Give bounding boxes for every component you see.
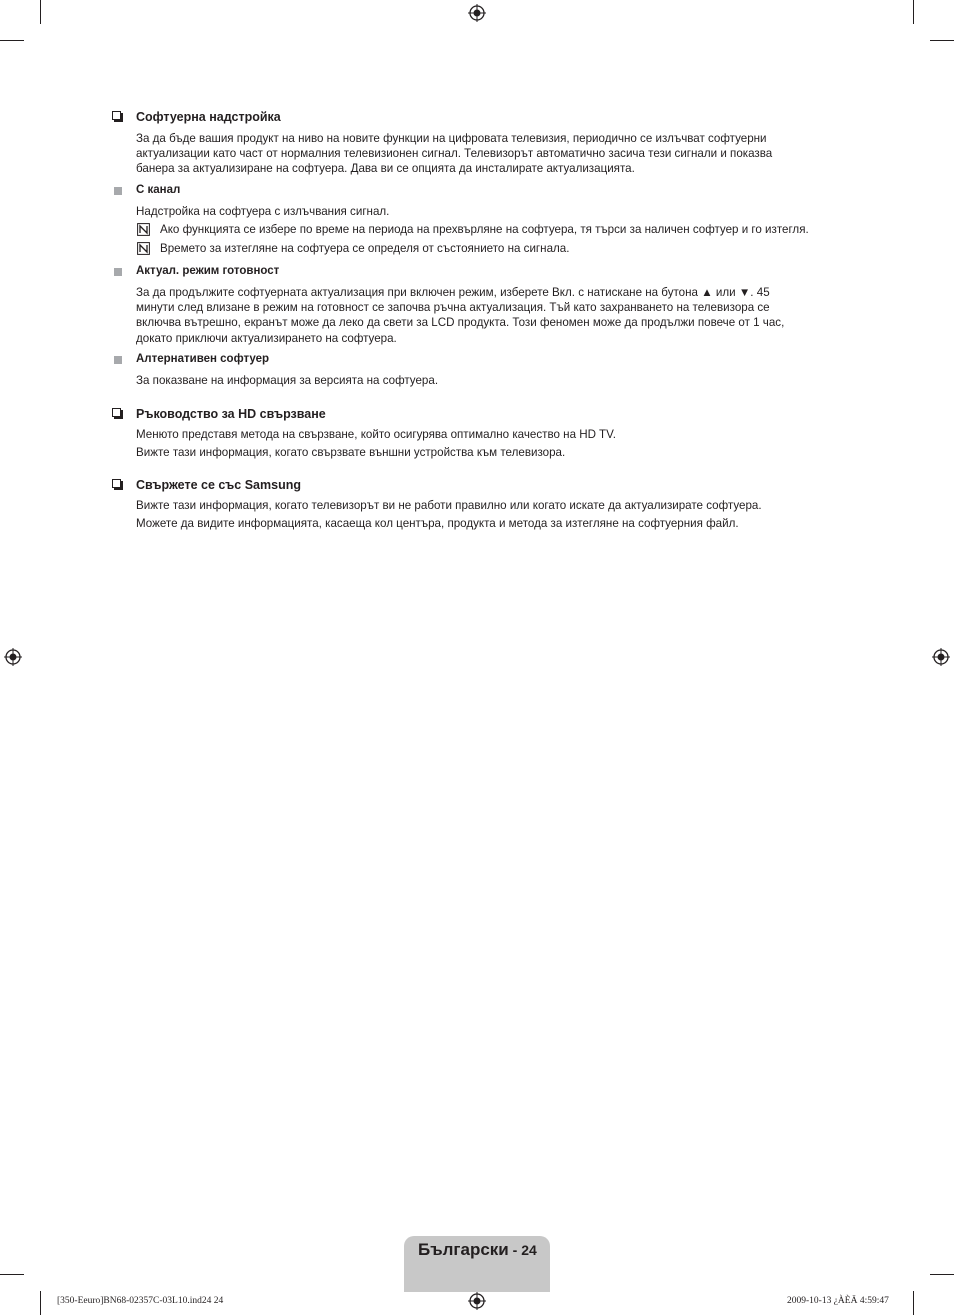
crop-mark <box>40 0 41 24</box>
note-icon <box>137 242 150 255</box>
section-body-line: банера за актуализиране на софтуера. Дава ви се опцията да инсталирате актуализацията. <box>136 162 635 175</box>
crop-mark <box>913 1291 914 1315</box>
registration-mark-icon <box>468 1292 486 1310</box>
page-number-label <box>418 1240 537 1260</box>
section-title: Ръководство за HD свързване <box>136 407 326 421</box>
subsection-body-line: Надстройка на софтуера с излъчвания сигнал. <box>136 205 390 218</box>
checkbox-bullet-icon <box>112 479 121 488</box>
language-label: Български <box>418 1240 509 1259</box>
section-body-line: актуализации като част от нормалния телевизионен сигнал. Телевизорът автоматично засича тези сигнали и показва <box>136 147 773 160</box>
page-number: - 24 <box>508 1242 537 1258</box>
subsection-body-line: включва вътрешно, екранът може да леко да свети за LCD продукта. Този феномен може да продължи повече от 1 час, <box>136 316 785 329</box>
section-title: Софтуерна надстройка <box>136 110 281 124</box>
subsection-title: Алтернативен софтуер <box>136 353 270 365</box>
section-body-line: Вижте тази информация, когато свързвате външни устройства към телевизора. <box>136 446 566 459</box>
registration-mark-icon <box>932 648 950 666</box>
registration-mark-icon <box>468 4 486 22</box>
crop-mark <box>0 1274 24 1275</box>
crop-mark <box>930 1274 954 1275</box>
section-body-line: Можете да видите информацията, касаеща кол центъра, продукта и метода за изтегляне на софтуерния файл. <box>136 517 739 530</box>
square-bullet-icon <box>114 356 122 364</box>
subsection-body-line: За да продължите софтуерната актуализация при включен режим, изберете Вкл. с натискане на бутона ▲ или ▼. 45 <box>136 286 770 299</box>
note-icon <box>137 223 150 236</box>
section-body-line: За да бъде вашия продукт на ниво на новите функции на цифровата телевизия, периодично се излъчват софтуерни <box>136 132 767 145</box>
crop-mark <box>0 40 24 41</box>
subsection-title: Актуал. режим готовност <box>136 265 280 277</box>
section-body-line: Менюто представя метода на свързване, който осигурява оптимално качество на HD TV. <box>136 428 616 441</box>
subsection-body-line: докато приключи актуализирането на софтуера. <box>136 332 397 345</box>
crop-mark <box>930 40 954 41</box>
square-bullet-icon <box>114 268 122 276</box>
print-slug-right: 2009-10-13 ¿ÀÈÄ 4:59:47 <box>787 1296 889 1306</box>
subsection-body-line: минути след влизане в режим на готовност се започва ръчна актуализация. Тъй като захранването на телевизора се <box>136 301 770 314</box>
registration-mark-icon <box>4 648 22 666</box>
checkbox-bullet-icon <box>112 408 121 417</box>
section-body-line: Вижте тази информация, когато телевизорът ви не работи правилно или когато искате да актуализирате софтуера. <box>136 499 762 512</box>
subsection-title: С канал <box>136 184 181 196</box>
note-text: Ако функцията се избере по време на периода на прехвърляне на софтуера, тя търси за наличен софтуер и го изтегля. <box>160 223 809 236</box>
crop-mark <box>40 1291 41 1315</box>
print-slug-left: [350-Eeuro]BN68-02357C-03L10.ind24 24 <box>57 1296 224 1306</box>
checkbox-bullet-icon <box>112 111 121 120</box>
subsection-body-line: За показване на информация за версията на софтуера. <box>136 374 439 387</box>
section-title: Свържете се със Samsung <box>136 478 301 492</box>
note-text: Времето за изтегляне на софтуера се определя от състоянието на сигнала. <box>160 242 570 255</box>
crop-mark <box>913 0 914 24</box>
square-bullet-icon <box>114 187 122 195</box>
